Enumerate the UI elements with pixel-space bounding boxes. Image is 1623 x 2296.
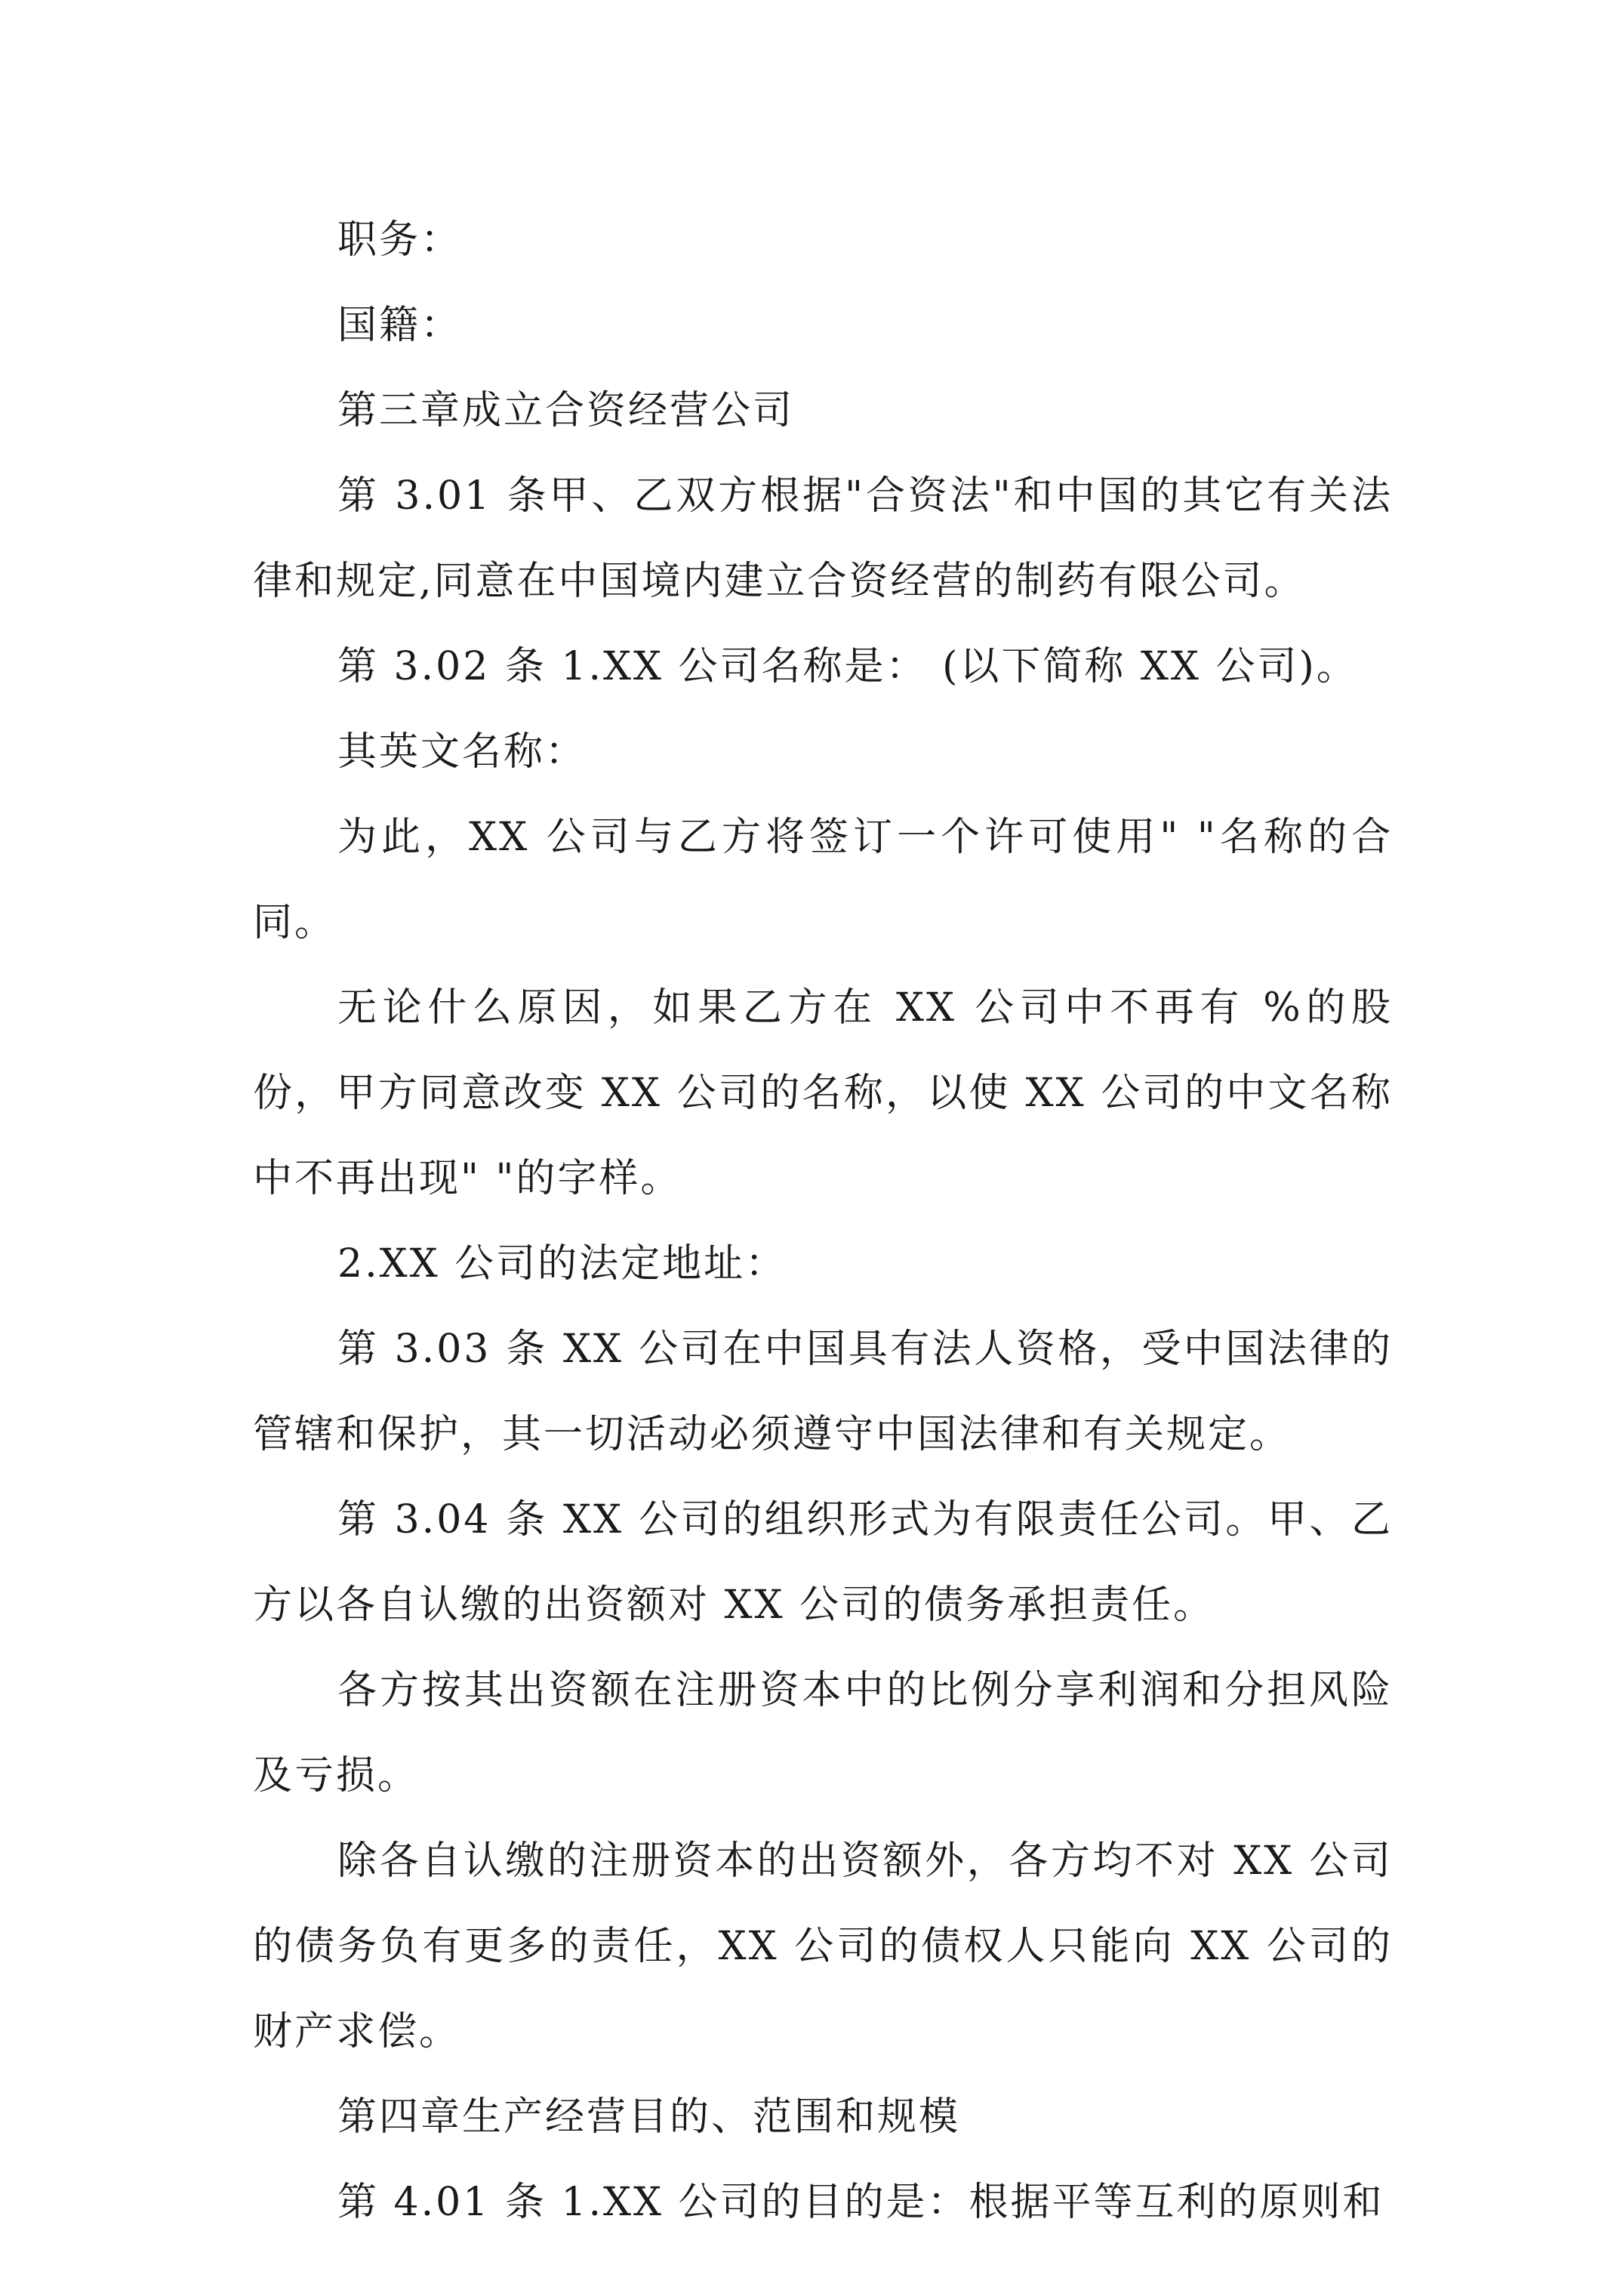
article-3-04: 第 3.04 条 XX 公司的组织形式为有限责任公司。甲、乙方以各自认缴的出资额对 XX 公司的债务承担责任。: [253, 1497, 1393, 1628]
paragraph-english-name: 其英文名称：: [337, 729, 587, 775]
paragraph-license-contract: 为此，XX 公司与乙方将签订一个许可使用" "名称的合同。: [253, 815, 1393, 945]
article-4-01: 第 4.01 条 1.XX 公司的目的是：根据平等互利的原则和: [337, 2180, 1384, 2225]
paragraph-liability: 除各自认缴的注册资本的出资额外，各方均不对 XX 公司的债务负有更多的责任，XX 公司的债权人只能向 XX 公司的财产求偿。: [253, 1838, 1393, 2054]
paragraph-nationality: 国籍：: [337, 303, 463, 348]
paragraph-profit-sharing: 各方按其出资额在注册资本中的比例分享利润和分担风险及亏损。: [253, 1668, 1393, 1798]
chapter-3-heading: 第三章成立合资经营公司: [337, 388, 795, 433]
article-3-02: 第 3.02 条 1.XX 公司名称是： (以下简称 XX 公司)。: [337, 644, 1358, 689]
paragraph-legal-address: 2.XX 公司的法定地址：: [337, 1241, 787, 1287]
document-body: [253, 198, 1393, 2245]
article-3-01: 第 3.01 条甲、乙双方根据"合资法"和中国的其它有关法律和规定,同意在中国境内建立合资经营的制药有限公司。: [253, 473, 1393, 604]
paragraph-name-change: 无论什么原因，如果乙方在 XX 公司中不再有 %的股份，甲方同意改变 XX 公司的名称，以使 XX 公司的中文名称中不再出现" "的字样。: [253, 985, 1393, 1201]
chapter-4-heading: 第四章生产经营目的、范围和规模: [337, 2094, 961, 2140]
article-3-03: 第 3.03 条 XX 公司在中国具有法人资格，受中国法律的管辖和保护，其一切活动必须遵守中国法律和有关规定。: [253, 1327, 1393, 1457]
paragraph-position: 职务：: [337, 217, 463, 263]
